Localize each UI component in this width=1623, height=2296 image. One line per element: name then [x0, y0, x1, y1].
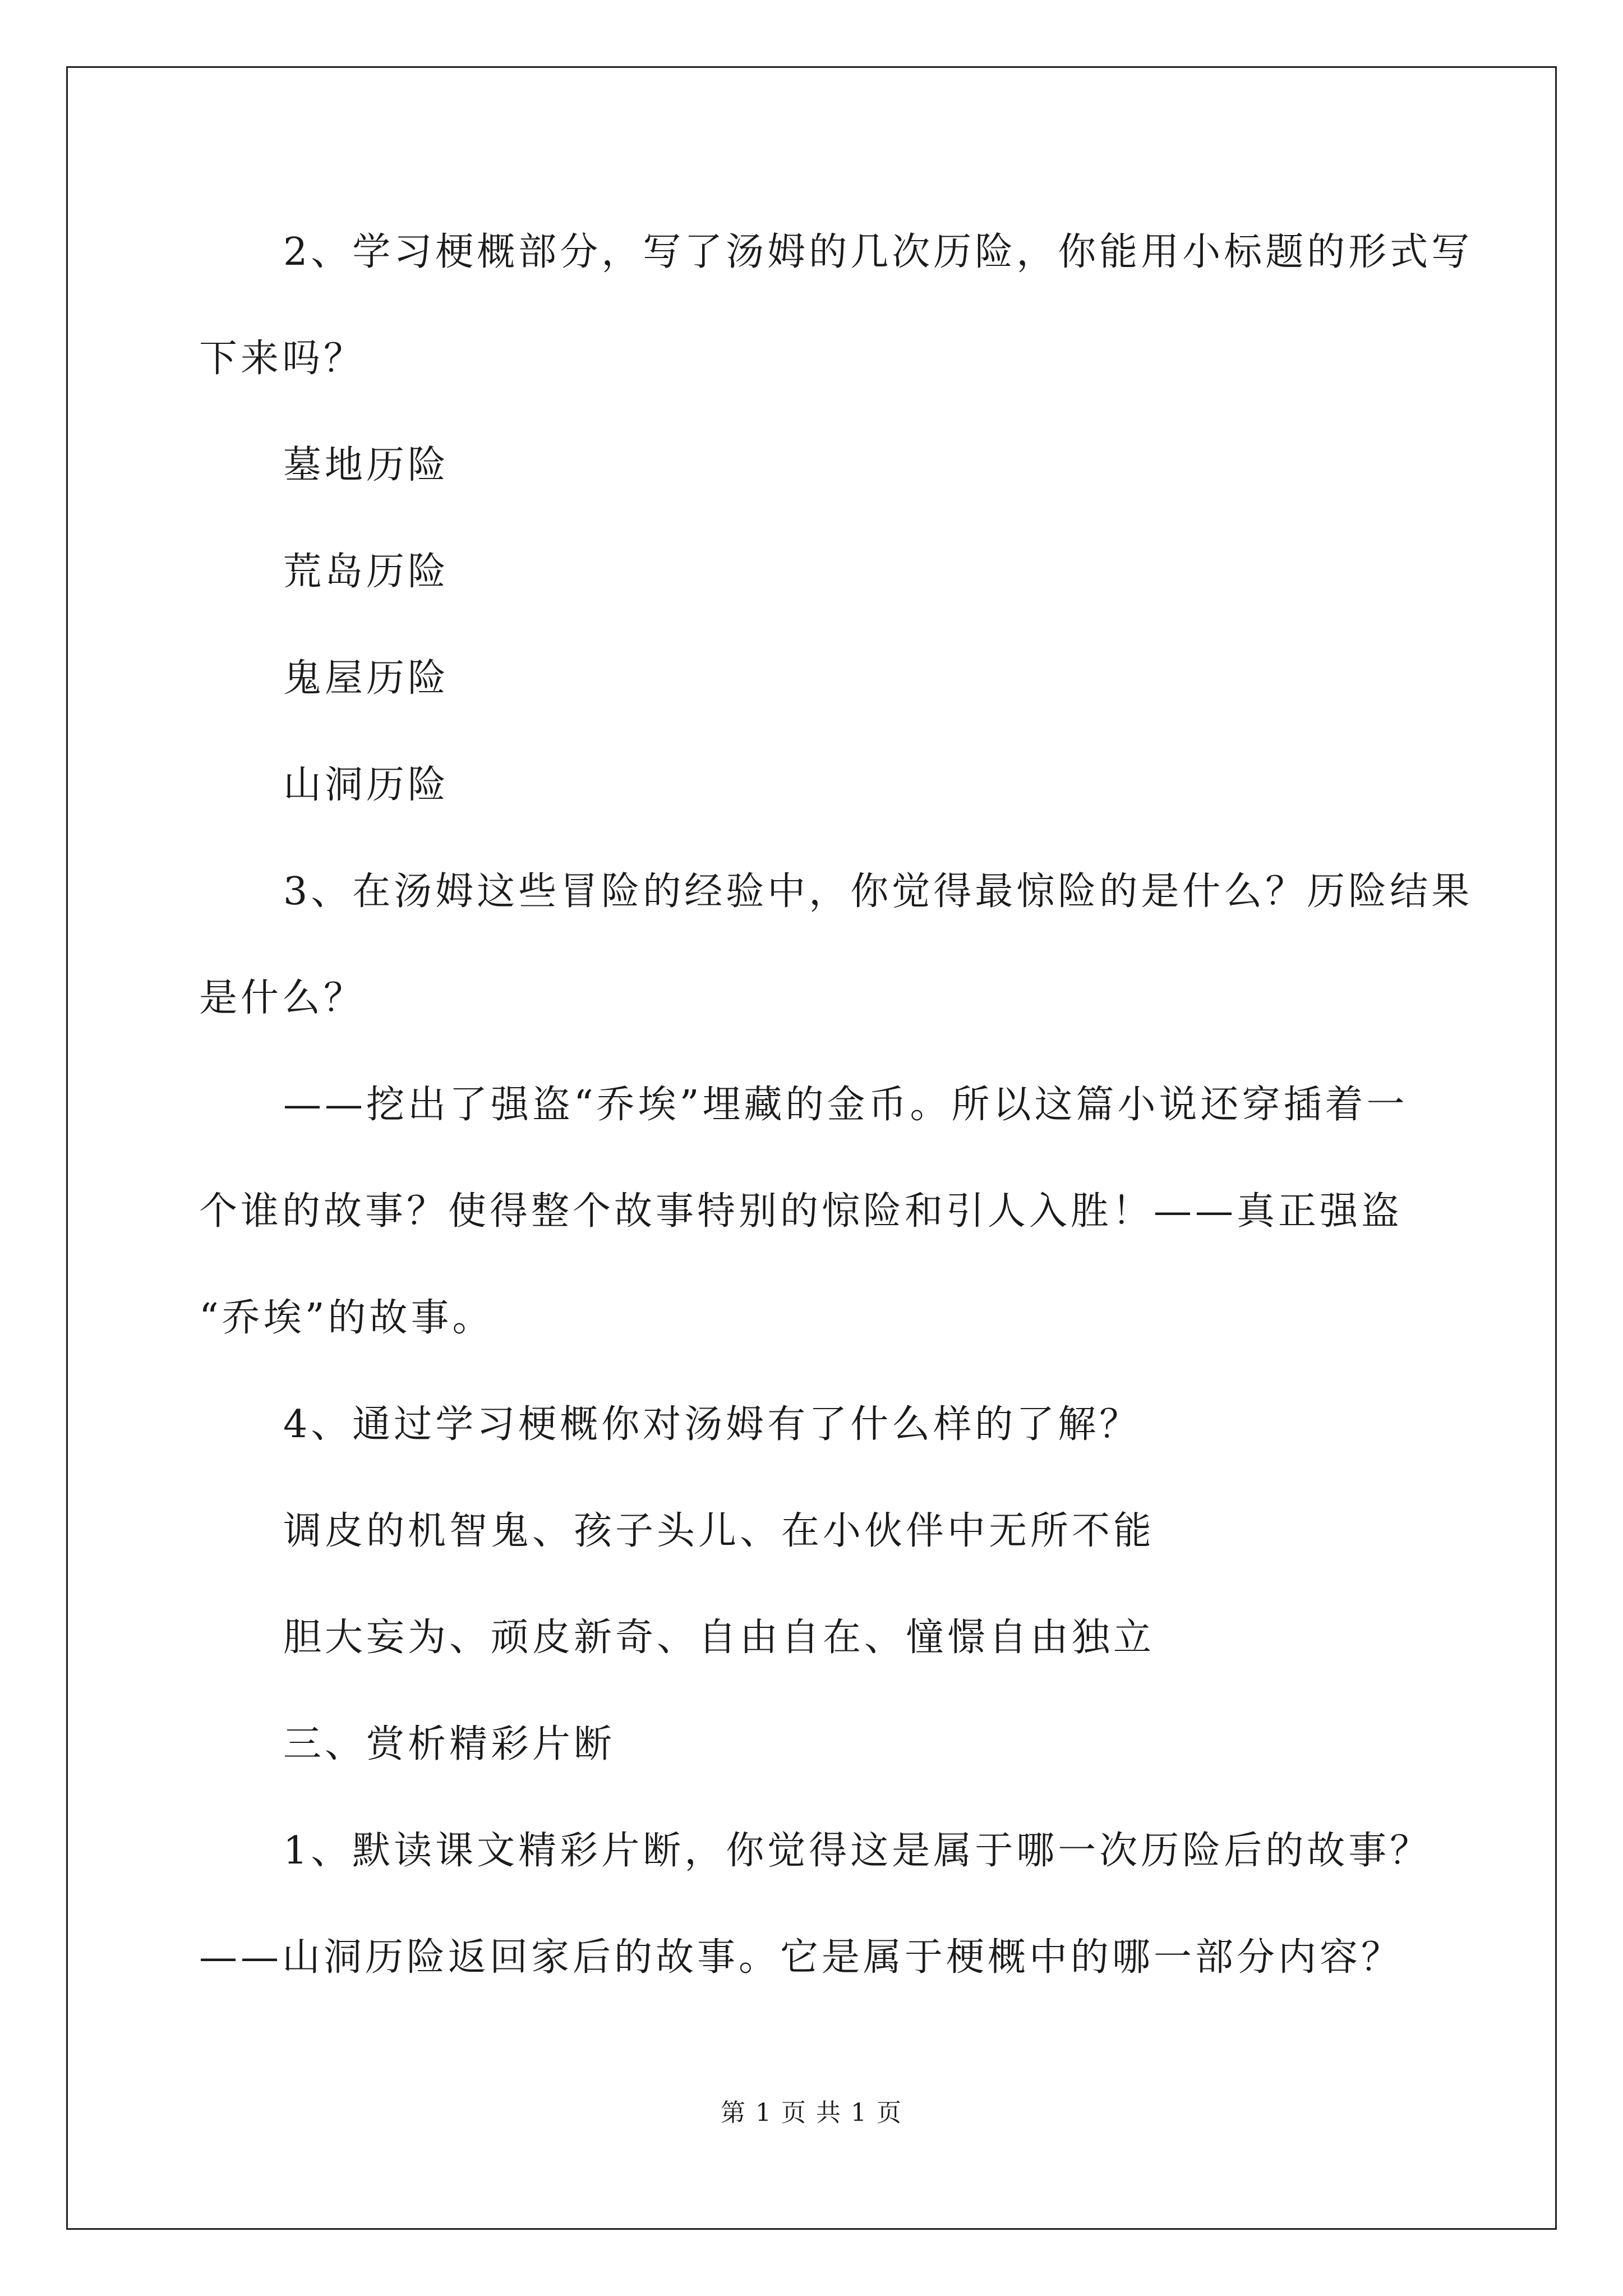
paragraph-answer-3-cont: 个谁的故事？使得整个故事特别的惊险和引人入胜！——真正强盗 — [199, 1189, 1403, 1234]
paragraph-question-2: 2、学习梗概部分，写了汤姆的几次历险，你能用小标题的形式写 — [283, 230, 1473, 274]
paragraph-question-3: 3、在汤姆这些冒险的经验中，你觉得最惊险的是什么？历险结果 — [283, 869, 1473, 914]
list-item-graveyard: 墓地历险 — [283, 443, 450, 487]
paragraph-question-4: 4、通过学习梗概你对汤姆有了什么样的了解？ — [283, 1402, 1141, 1447]
paragraph-section-3-a1: ——山洞历险返回家后的故事。它是属于梗概中的哪一部分内容？ — [199, 1935, 1403, 1980]
paragraph-answer-4b: 胆大妄为、顽皮新奇、自由自在、憧憬自由独立 — [283, 1616, 1155, 1660]
paragraph-section-3-q1: 1、默读课文精彩片断，你觉得这是属于哪一次历险后的故事？ — [283, 1829, 1432, 1873]
page-number-footer: 第 1 页 共 1 页 — [721, 2099, 902, 2127]
paragraph-question-2-cont: 下来吗？ — [199, 337, 366, 381]
paragraph-answer-4a: 调皮的机智鬼、孩子头儿、在小伙伴中无所不能 — [283, 1509, 1155, 1553]
list-item-cave: 山洞历险 — [283, 763, 450, 807]
list-item-haunted-house: 鬼屋历险 — [283, 656, 450, 701]
paragraph-answer-3-end: “乔埃”的故事。 — [199, 1296, 494, 1340]
section-heading-3: 三、赏析精彩片断 — [283, 1722, 616, 1766]
paragraph-question-3-cont: 是什么？ — [199, 976, 366, 1020]
list-item-island: 荒岛历险 — [283, 550, 450, 594]
paragraph-answer-3: ——挖出了强盗“乔埃”埋藏的金币。所以这篇小说还穿插着一 — [283, 1083, 1408, 1127]
